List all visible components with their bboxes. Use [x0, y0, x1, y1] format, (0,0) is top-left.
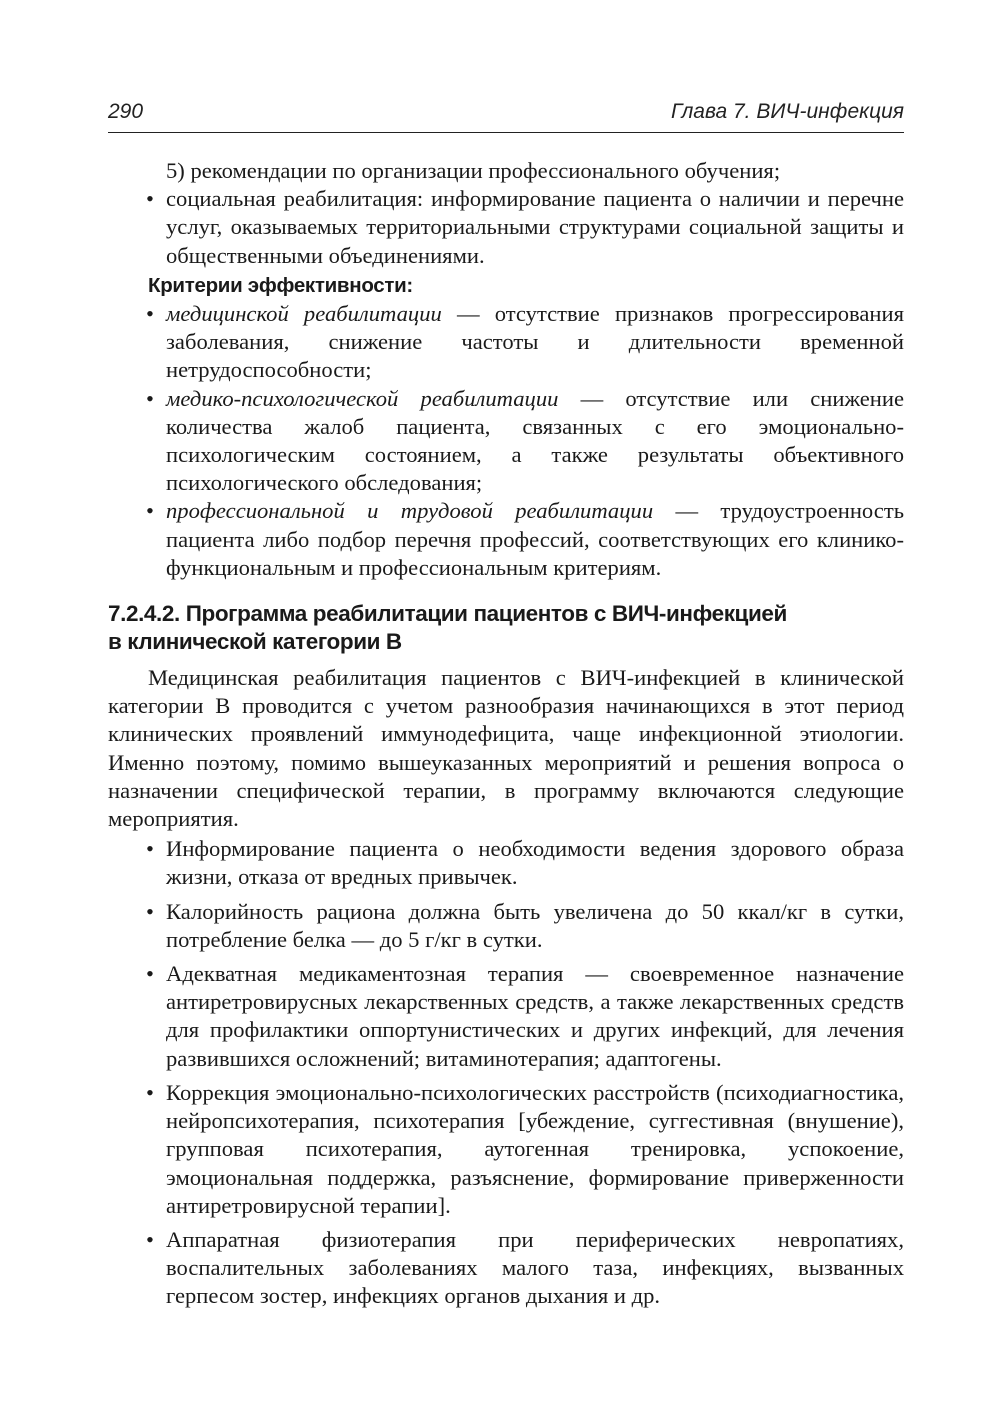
running-header	[108, 98, 904, 133]
criteria-term: медико-психологической реабилитации	[166, 385, 559, 411]
section-intro: Медицинская реабилитация пациентов с ВИЧ-инфекцией в клинической категории В проводится с учетом разнообразия начинающихся в этот период клинических проявлений иммунодефицита, чаще инфекционной этиологии. Именно поэтому, помимо вышеуказанных мероприятий и решения вопроса о назначении специфической терапии, в программу включаются следующие мероприятия.	[108, 665, 904, 832]
bullet-icon: •	[146, 961, 154, 987]
list-item	[108, 898, 904, 954]
program-item-text: Информирование пациента о необходимости ведения здорового образа жизни, отказа от вредных привычек.	[166, 836, 904, 890]
page-number: 290	[108, 100, 144, 123]
program-item-text: Адекватная медикаментозная терапия — своевременное назначение антиретровирусных лекарственных средств, а также лекарственных средств для профилактики оппортунистических и других инфекций, для лечения развившихся осложнений; витаминотерапия; адаптогены.	[166, 961, 904, 1071]
bullet-icon: •	[146, 898, 154, 924]
page-body	[108, 157, 904, 1311]
bullet-icon: •	[146, 186, 154, 212]
list-item	[108, 300, 904, 385]
list-item	[108, 497, 904, 582]
list-item	[108, 1079, 904, 1220]
criteria-list	[108, 300, 904, 582]
list-item	[108, 960, 904, 1073]
section-title-line: в клинической категории В	[108, 629, 402, 655]
social-rehab-text: социальная реабилитация: информирование пациента о наличии и перечне услуг, оказываемых территориальными структурами социальной защиты и общественными объединениями.	[166, 186, 904, 268]
criteria-term: медицинской реабилитации	[166, 301, 442, 327]
program-item-text: Аппаратная физиотерапия при периферических невропатиях, воспалительных заболеваниях малого таза, инфекциях, вызванных герпесом зостер, инфекциях органов дыхания и др.	[166, 1226, 904, 1309]
criteria-heading: Критерии эффективности:	[148, 273, 413, 297]
bullet-icon: •	[146, 498, 154, 524]
list-item	[108, 835, 904, 891]
program-list	[108, 835, 904, 1310]
list-item-5: 5) рекомендации по организации профессионального обучения;	[166, 158, 781, 183]
criteria-text: — трудоустроенность пациента либо подбор перечня профессий, соответствующих его клинико-функциональным и профессиональным критериям.	[166, 498, 904, 580]
list-item	[108, 385, 904, 498]
program-item-text: Калорийность рациона должна быть увеличена до 50 ккал/кг в сутки, потребление белка — до 5 г/кг в сутки.	[166, 898, 904, 952]
list-item	[108, 1226, 904, 1311]
bullet-icon: •	[146, 836, 154, 862]
criteria-text: — отсутствие или снижение количества жалоб пациента, связанных с его эмоционально-психологическим состоянием, а также результаты объективного психологического обследования;	[166, 385, 904, 496]
bullet-icon: •	[146, 1079, 154, 1105]
social-list	[108, 185, 904, 270]
program-item-text: Коррекция эмоционально-психологических расстройств (психодиагностика, нейропсихотерапия, психотерапия [убеждение, суггестивная (внушение), групповая психотерапия, аутогенная тренировка, успокоение, эмоциональная поддержка, разъяснение, формирование приверженности антиретровирусной терапии].	[166, 1079, 904, 1218]
chapter-title: Глава 7. ВИЧ-инфекция	[670, 100, 904, 123]
bullet-icon: •	[146, 1226, 154, 1252]
criteria-term: профессиональной и трудовой реабилитации	[166, 498, 654, 524]
section-title-line: 7.2.4.2. Программа реабилитации пациентов с ВИЧ-инфекцией	[108, 601, 787, 627]
section-title	[108, 600, 904, 656]
list-item	[108, 185, 904, 270]
bullet-icon: •	[146, 301, 154, 327]
bullet-icon: •	[146, 385, 154, 411]
criteria-text: — отсутствие признаков прогрессирования заболевания, снижение частоты и длительности временной нетрудоспособности;	[166, 301, 904, 383]
